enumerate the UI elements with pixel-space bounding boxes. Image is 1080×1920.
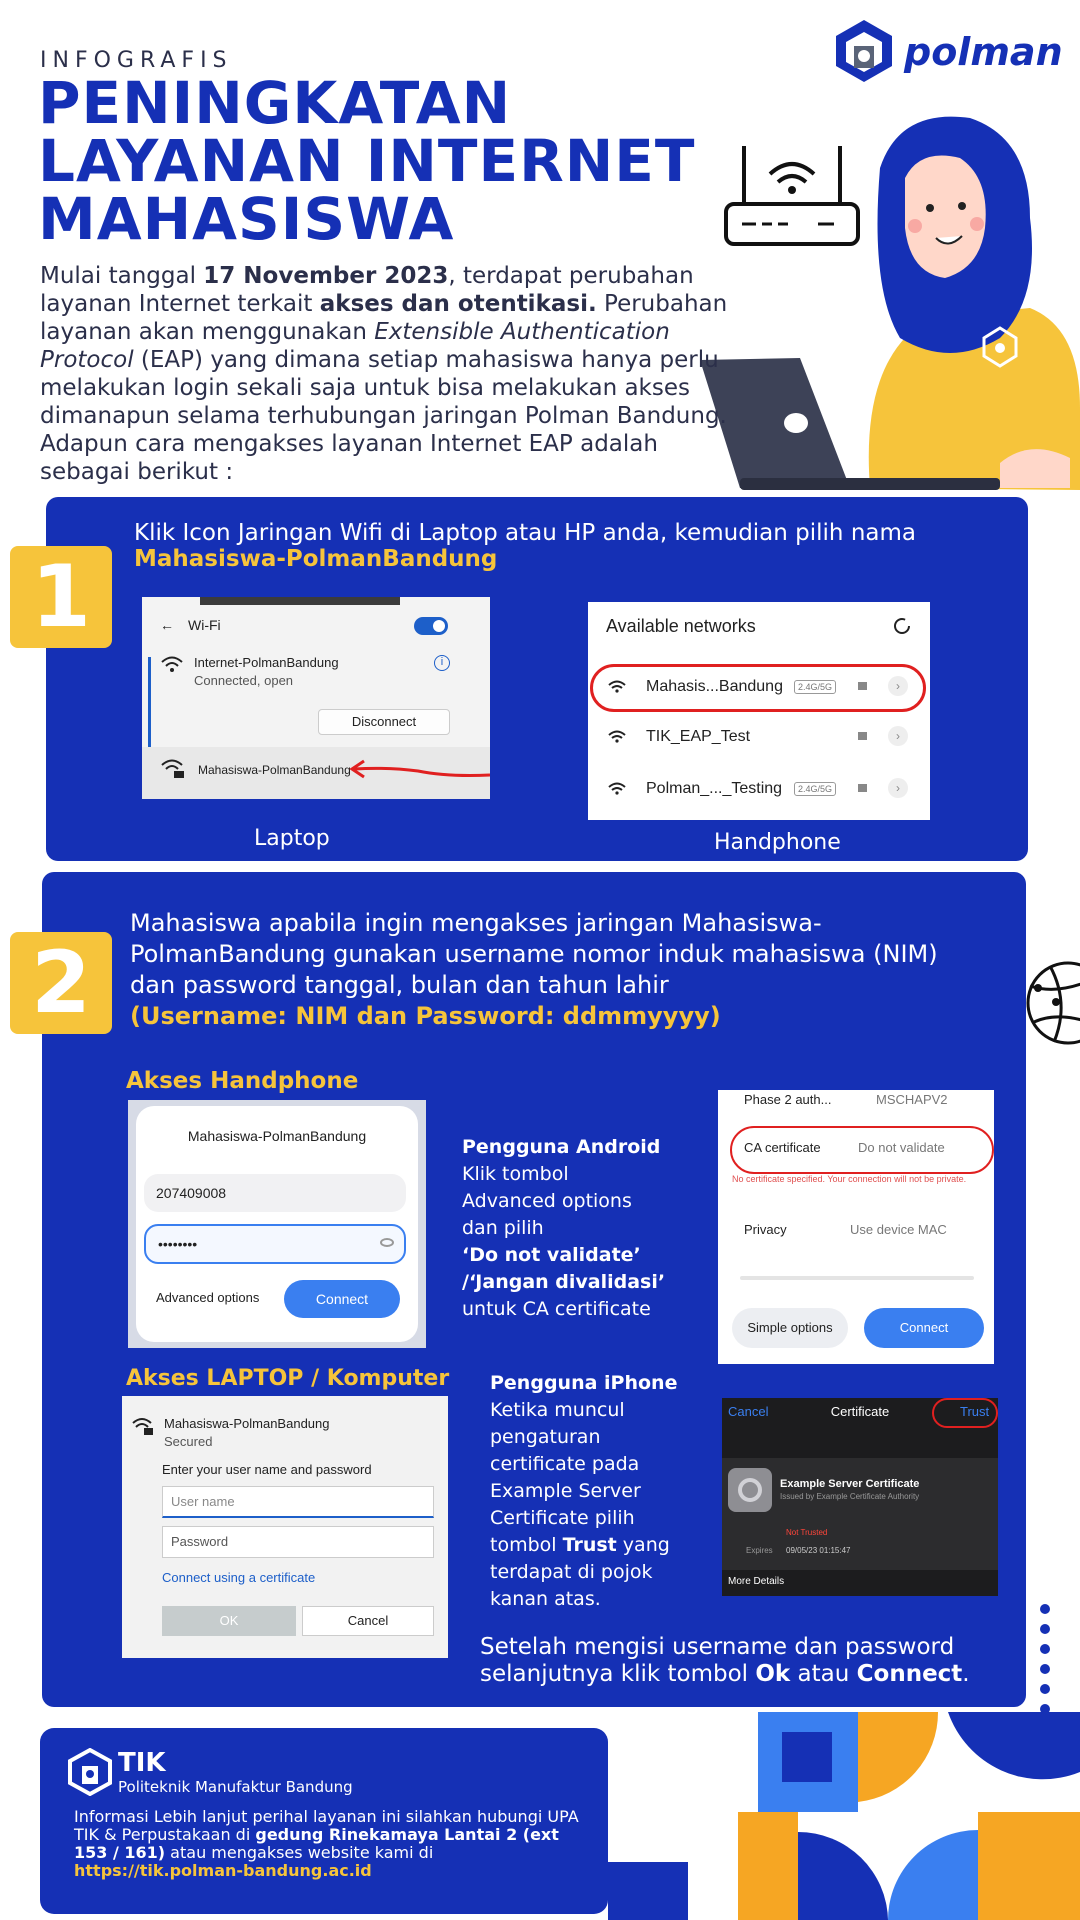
footer-brand: TIK xyxy=(118,1748,166,1778)
band-badge: 2.4G/5G xyxy=(794,782,836,796)
chevron-right-icon[interactable]: › xyxy=(888,676,908,696)
networks-title: Available networks xyxy=(606,616,756,636)
chevron-right-icon[interactable]: › xyxy=(888,726,908,746)
polman-logo-icon xyxy=(832,18,896,84)
iphone-line: terdapat di pojok xyxy=(490,1561,653,1583)
wifi-icon xyxy=(160,655,184,675)
chevron-right-icon[interactable]: › xyxy=(888,778,908,798)
disconnect-button[interactable]: Disconnect xyxy=(318,709,450,735)
intro-text: Perubahan layanan akan menggunakan xyxy=(40,291,728,345)
title-line: LAYANAN INTERNET xyxy=(38,127,696,195)
iphone-line: tombol xyxy=(490,1534,563,1556)
not-trusted-label: Not Trusted xyxy=(786,1528,828,1537)
footer-url-link[interactable]: https://tik.polman-bandung.ac.id xyxy=(74,1861,372,1880)
selection-bar xyxy=(148,657,151,753)
step1-highlight: Mahasiswa-PolmanBandung xyxy=(134,546,498,572)
network1-name[interactable]: Internet-PolmanBandung xyxy=(194,655,339,670)
network-row[interactable] xyxy=(588,716,930,760)
info-icon[interactable]: i xyxy=(434,655,450,671)
iphone-line: pengaturan xyxy=(490,1426,601,1448)
step1-number: 1 xyxy=(10,546,112,648)
step2-text: Mahasiswa apabila ingin mengakses jaringan Mahasiswa-PolmanBandung gunakan username nomor induk mahasiswa (NIM) dan password tanggal, bulan dan tahun lahir xyxy=(130,909,938,999)
certificate-link[interactable]: Connect using a certificate xyxy=(162,1570,316,1585)
iphone-line: certificate pada xyxy=(490,1453,640,1475)
iphone-heading: Pengguna iPhone xyxy=(490,1372,678,1394)
refresh-icon[interactable] xyxy=(892,616,912,636)
expires-label: Expires xyxy=(746,1546,773,1555)
cancel-button[interactable]: Cancel xyxy=(728,1404,769,1419)
laptop-heading: Akses LAPTOP / Komputer xyxy=(126,1366,450,1391)
iphone-line: Ketika muncul xyxy=(490,1399,625,1421)
ca-value[interactable]: Do not validate xyxy=(858,1140,945,1155)
closing-text: atau xyxy=(790,1661,857,1687)
decorative-shapes xyxy=(608,1712,1080,1920)
connect-button[interactable]: Connect xyxy=(284,1280,400,1318)
intro-text: , terdapat perubahan layanan Internet terkait xyxy=(40,263,694,317)
login-prompt: Enter your user name and password xyxy=(162,1462,372,1477)
gear-icon xyxy=(728,1468,772,1512)
network-name: Polman_..._Testing xyxy=(646,780,783,797)
iphone-line: kanan atas. xyxy=(490,1588,601,1610)
lock-icon xyxy=(858,732,867,740)
wifi-icon xyxy=(608,782,626,796)
globe-icon xyxy=(1020,956,1080,1050)
red-arrow-annotation xyxy=(348,753,490,783)
dialog-title: Mahasiswa-PolmanBandung xyxy=(187,1128,367,1144)
network-name: Mahasiswa-PolmanBandung xyxy=(164,1416,330,1431)
page-title xyxy=(38,69,738,253)
laptop-caption: Laptop xyxy=(254,826,330,851)
phone-networks-screenshot xyxy=(588,602,930,820)
password-input[interactable]: Password xyxy=(162,1526,434,1558)
ok-button[interactable]: OK xyxy=(162,1606,296,1636)
closing-ok: Ok xyxy=(755,1661,791,1687)
android-line: Klik tombol xyxy=(462,1163,569,1185)
wifi-lock-icon xyxy=(132,1416,154,1436)
iphone-instructions xyxy=(490,1370,710,1613)
footer-info-text: atau mengakses website kami di xyxy=(165,1843,434,1862)
closing-text: . xyxy=(962,1661,970,1687)
footer-info-text: Informasi Lebih lanjut perihal layanan ini silahkan hubungi UPA TIK & Perpustakaan di xyxy=(74,1807,579,1844)
simple-options-button[interactable]: Simple options xyxy=(732,1308,848,1348)
back-icon[interactable]: ← xyxy=(160,617,174,633)
handphone-caption: Handphone xyxy=(714,830,841,855)
username-field[interactable]: 207409008 xyxy=(144,1174,406,1212)
wifi-panel-title: Wi-Fi xyxy=(188,617,221,633)
iphone-line: Certificate pilih xyxy=(490,1507,635,1529)
footer-info xyxy=(74,1808,594,1880)
intro-text: Mulai tanggal xyxy=(40,263,204,289)
laptop-wifi-screenshot xyxy=(142,597,490,799)
kicker: INFOGRAFIS xyxy=(40,48,233,73)
network-row[interactable] xyxy=(588,666,930,710)
network1-status: Connected, open xyxy=(194,673,294,688)
trust-button[interactable]: Trust xyxy=(960,1404,990,1419)
network-name: Mahasis...Bandung xyxy=(646,678,783,695)
student-illustration xyxy=(700,108,1080,490)
eye-icon[interactable] xyxy=(380,1238,394,1247)
laptop-login-screenshot xyxy=(122,1396,448,1658)
network-name: TIK_EAP_Test xyxy=(646,728,751,745)
hp-heading: Akses Handphone xyxy=(126,1068,359,1094)
connect-button[interactable]: Connect xyxy=(864,1308,984,1348)
network-row[interactable] xyxy=(588,768,930,812)
cert-issuer: Issued by Example Certificate Authority xyxy=(780,1492,920,1501)
hp-dialog-screenshot xyxy=(128,1100,426,1348)
intro-paragraph xyxy=(40,262,730,486)
step1-text: Klik Icon Jaringan Wifi di Laptop atau HP anda, kemudian pilih nama xyxy=(134,520,916,546)
closing-note xyxy=(480,1634,1000,1688)
cert-warning: No certificate specified. Your connection will not be private. xyxy=(732,1174,967,1184)
android-line: /‘Jangan divalidasi’ xyxy=(462,1271,666,1293)
username-input[interactable]: User name xyxy=(162,1486,434,1518)
step2-highlight: (Username: NIM dan Password: ddmmyyyy) xyxy=(130,1002,721,1030)
intro-italic: Extensible Authentication Protocol xyxy=(40,319,670,373)
cancel-button[interactable]: Cancel xyxy=(302,1606,434,1636)
wifi-icon xyxy=(608,680,626,694)
step2-number: 2 xyxy=(10,932,112,1034)
title-line: PENINGKATAN xyxy=(38,69,512,137)
iphone-trust-emphasis: Trust xyxy=(562,1534,617,1556)
iphone-line: yang xyxy=(616,1534,670,1556)
advanced-options-button[interactable]: Advanced options xyxy=(156,1290,260,1305)
expires-value: 09/05/23 01:15:47 xyxy=(786,1546,851,1555)
more-details-link[interactable]: More Details xyxy=(728,1576,785,1587)
logo-text: polman xyxy=(904,30,1063,74)
intro-emphasis: akses dan otentikasi. xyxy=(319,291,597,317)
footer-info-bold: gedung Rinekamaya Lantai 2 (ext 153 / 161) xyxy=(74,1825,559,1862)
android-line: dan pilih xyxy=(462,1217,544,1239)
android-line: Advanced options xyxy=(462,1190,632,1212)
lock-icon xyxy=(858,784,867,792)
iphone-certificate-screenshot xyxy=(722,1398,998,1596)
android-instructions xyxy=(462,1134,702,1323)
cert-name: Example Server Certificate xyxy=(780,1478,920,1490)
wifi-lock-icon xyxy=(160,757,186,779)
band-badge: 2.4G/5G xyxy=(794,680,836,694)
android-heading: Pengguna Android xyxy=(462,1136,661,1158)
divider xyxy=(740,1276,974,1280)
phase2-label: Phase 2 auth... xyxy=(744,1092,832,1107)
step1-instruction xyxy=(134,520,934,572)
privacy-value[interactable]: Use device MAC xyxy=(850,1222,947,1237)
closing-text: Setelah mengisi username dan password selanjutnya klik tombol xyxy=(480,1634,955,1687)
password-field[interactable]: •••••••• xyxy=(144,1224,406,1264)
privacy-label: Privacy xyxy=(744,1222,787,1237)
taskbar-strip xyxy=(200,597,400,605)
footer-subtitle: Politeknik Manufaktur Bandung xyxy=(118,1778,353,1796)
wifi-icon xyxy=(608,730,626,744)
android-settings-screenshot xyxy=(718,1090,994,1364)
wifi-toggle[interactable] xyxy=(414,617,448,635)
android-line: ‘Do not validate’ xyxy=(462,1244,641,1266)
closing-connect: Connect xyxy=(856,1661,963,1687)
ca-label: CA certificate xyxy=(744,1140,821,1155)
step2-instruction xyxy=(130,908,980,1032)
secured-label: Secured xyxy=(164,1434,213,1449)
phase2-value[interactable]: MSCHAPV2 xyxy=(876,1092,948,1107)
android-line: untuk CA certificate xyxy=(462,1298,651,1320)
tik-logo-icon xyxy=(68,1748,112,1796)
intro-text: (EAP) yang dimana setiap mahasiswa hanya perlu melakukan login sekali saja untuk bisa melakukan akses dimanapun selama terhubungan jaringan Polman Bandung. Adapun cara mengakses layanan Internet EAP adalah sebagai berikut : xyxy=(40,347,727,485)
lock-icon xyxy=(858,682,867,690)
intro-date: 17 November 2023 xyxy=(203,263,449,289)
iphone-line: Example Server xyxy=(490,1480,641,1502)
title-line: MAHASISWA xyxy=(38,185,455,253)
certificate-title: Certificate xyxy=(830,1404,890,1419)
network2-name[interactable]: Mahasiswa-PolmanBandung xyxy=(198,763,351,777)
